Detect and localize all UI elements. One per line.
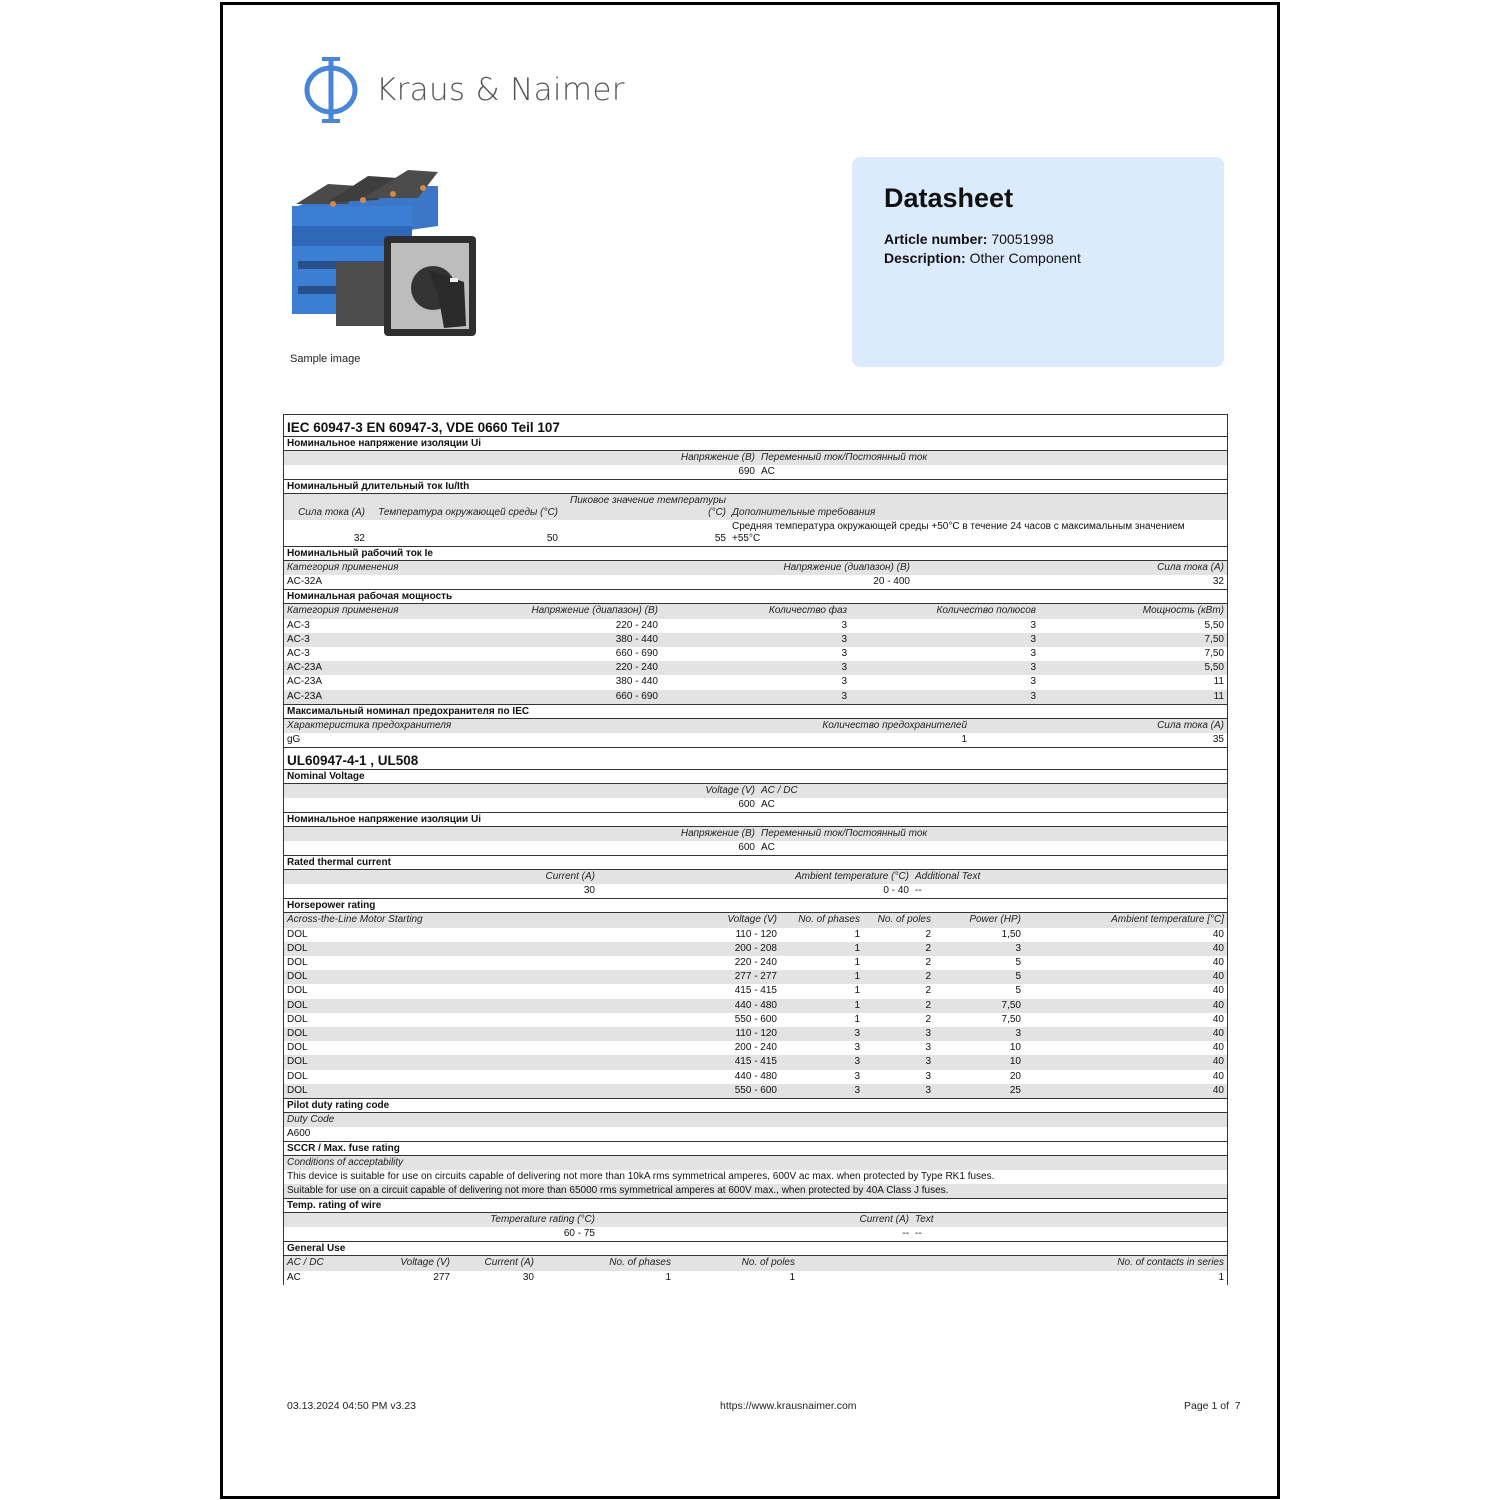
table-row [284,956,1227,970]
table-row [284,465,1227,480]
cell: 2 [925,1013,931,1025]
table-row [284,520,1227,547]
footer-url-link[interactable]: https://www.krausnaimer.com [720,1400,857,1412]
cell: AC-23A [287,676,323,688]
table-row [284,1013,1227,1027]
table-row [284,1271,1227,1285]
cell: 3 [1030,647,1036,659]
cell: 35 [1212,733,1224,745]
cell: DOL [287,1084,308,1096]
column-header: AC / DC [287,1257,324,1269]
column-header: Current (A) [484,1257,534,1269]
table-row [284,984,1227,998]
cell: 660 - 690 [615,647,658,659]
table-title: Nominal Voltage [284,770,1227,784]
cell: 200 - 208 [734,942,777,954]
cell: DOL [287,942,308,954]
column-header: Ambient temperature [°C] [1111,914,1224,926]
cell: 1 [854,971,860,983]
cell: 1 [1218,1271,1224,1283]
cell: 3 [841,662,847,674]
column-header: Количество предохранителей [822,719,967,731]
cell: 11 [1213,690,1224,702]
cell: 3 [854,1027,860,1039]
table-header-row [284,1213,1227,1227]
cell: 7,50 [1001,999,1021,1011]
cell: +55°C [732,533,761,545]
brand-name: Kraus & Naimer [376,72,625,108]
cell: A600 [287,1127,311,1139]
cell: DOL [287,985,308,997]
cell: 3 [1015,1027,1021,1039]
cell: 110 - 120 [735,1027,777,1039]
table-title: Horsepower rating [284,899,1227,913]
cell: 3 [1030,619,1036,631]
cell: 40 [1212,957,1224,968]
cell: 440 - 480 [734,999,777,1011]
cell: 55 [714,533,726,545]
column-header: Temperature rating (°C) [490,1214,595,1226]
cell: gG [287,733,301,745]
column-header: Сила тока (А) [298,507,365,519]
column-header: No. of phases [798,914,860,926]
cell: 380 - 440 [615,633,658,645]
table-row [284,1041,1227,1055]
table-row [284,647,1227,661]
footer-page-number: Page 1 of 7 [1184,1400,1241,1412]
cell: 32 [353,533,365,545]
cell: 220 - 240 [615,662,658,674]
cell: DOL [287,1056,308,1068]
table-title: Максимальный номинал предохранителя по IEC [284,705,1227,719]
cell: DOL [287,957,308,968]
cell: 50 [546,533,558,545]
cell: Средняя температура окружающей среды +50°C в течение 24 часов с максимальным значением [732,521,1185,533]
cell: 2 [925,985,931,997]
cell: 3 [854,1042,860,1054]
table-row [284,1170,1227,1184]
cell: 7,50 [1204,647,1224,659]
cell: 1 [789,1271,795,1283]
column-header: Напряжение (диапазон) (В) [531,605,658,617]
table-row [284,619,1227,633]
cell: 380 - 440 [615,676,658,688]
product-image [288,166,478,342]
column-header: Количество фаз [768,605,847,617]
cell: 40 [1212,928,1224,940]
description-value: Other Component [969,250,1081,266]
cell: 2 [925,928,931,940]
cell: 7,50 [1001,1013,1021,1025]
cell: 5,50 [1204,619,1224,631]
table-header-row [284,913,1227,927]
cell: 3 [925,1027,931,1039]
table-title: Номинальный длительный ток Iu/Ith [284,480,1227,494]
table-title: Номинальный рабочий ток Ie [284,547,1227,561]
cell: 0 - 40 [883,885,909,897]
column-header: Мощность (кВт) [1142,605,1224,617]
description-label: Description: [884,250,966,266]
column-header: Категория применения [287,562,399,574]
cell: 3 [854,1056,860,1068]
cell: -- [915,1228,922,1240]
column-header: Across-the-Line Motor Starting [287,914,423,926]
column-header: No. of contacts in series [1117,1257,1224,1269]
table-row [284,661,1227,675]
column-header: No. of poles [877,914,931,926]
cell: AC [287,1271,301,1283]
cell: 1 [854,985,860,997]
table-title: Temp. rating of wire [284,1199,1227,1213]
table-row [284,1127,1227,1142]
cell: 10 [1009,1042,1021,1054]
cell: 220 - 240 [734,957,777,968]
datasheet-title: Datasheet [884,183,1014,213]
cell: 550 - 600 [734,1084,777,1096]
table-row [284,798,1227,813]
cell: DOL [287,971,308,983]
article-number [884,230,1192,249]
column-header: Voltage (V) [705,784,755,796]
cell: 1 [961,733,967,745]
cell: 600 [738,842,755,854]
cell: AC [761,466,775,478]
cell: 2 [925,957,931,968]
cell: 3 [854,1084,860,1096]
column-header: (°C) [708,507,726,519]
cell: 660 - 690 [615,690,658,702]
cell: 5 [1015,985,1021,997]
column-header: No. of phases [609,1257,671,1269]
cell: 3 [1030,690,1036,702]
description [884,249,1192,268]
table-row [284,1055,1227,1069]
cell: AC-3 [287,619,310,631]
cell: 40 [1212,971,1224,983]
column-header: Current (A) [859,1214,909,1226]
cell: AC-32A [287,576,323,588]
cell: 40 [1212,1042,1224,1054]
cell: 600 [738,799,755,811]
cell: 60 - 75 [563,1228,595,1240]
cell: 3 [925,1070,931,1082]
phi-logo-icon [302,56,360,124]
cell: AC-23A [287,690,323,702]
cell: AC [761,799,775,811]
cell: 550 - 600 [734,1013,777,1025]
cell: 3 [841,633,847,645]
cell: 3 [841,647,847,659]
column-header: Напряжение (В) [680,452,755,463]
cell: 5 [1015,971,1021,983]
cell: 1,50 [1001,928,1021,940]
column-header: Duty Code [287,1113,335,1125]
cell: Suitable for use on a circuit capable of delivering not more than 65000 rms symmetrical amperes at 600V max., when protected by 40A Class J fuses. [287,1185,949,1197]
cell: DOL [287,1070,308,1082]
table-row [284,675,1227,689]
cell-additional-requirements [726,521,1185,545]
column-header: Voltage (V) [727,914,777,926]
table-row [284,575,1227,590]
cell: 40 [1212,985,1224,997]
cell: DOL [287,1013,308,1025]
column-header: Voltage (V) [400,1257,450,1269]
table-header-row [284,827,1227,841]
cell: 7,50 [1204,633,1224,645]
table-header-row [284,870,1227,884]
table-title: General Use [284,1242,1227,1256]
cell: 3 [841,619,847,631]
cell: 3 [925,1084,931,1096]
column-header: Current (A) [545,871,595,883]
datasheet-info-card [852,157,1224,367]
cell: 415 - 415 [734,985,777,997]
table-row [284,841,1227,856]
cell: AC-3 [287,633,310,645]
table-header-row [284,719,1227,733]
column-header: Сила тока (А) [1157,562,1224,574]
cell: 3 [1030,662,1036,674]
cell: DOL [287,1027,308,1039]
cell: 2 [925,942,931,954]
column-header: Text [915,1214,934,1226]
cell: 30 [583,885,595,897]
cell: 415 - 415 [734,1056,777,1068]
cell: 3 [925,1056,931,1068]
table-row [284,690,1227,705]
column-header: Пиковое значение температуры [569,495,726,507]
table-row [284,1070,1227,1084]
table-row [284,1227,1227,1242]
column-header: AC / DC [761,784,798,796]
table-row [284,733,1227,747]
table-header-row [284,784,1227,798]
cell: 690 [738,466,755,478]
table-header-row [284,604,1227,618]
cell: 3 [841,676,847,688]
cell: 1 [854,942,860,954]
cell: This device is suitable for use on circuits capable of delivering not more than 10kA rms symmetrical amperes, 600V ac max. when protected by Type RK1 fuses. [287,1171,995,1183]
table-row [284,884,1227,899]
horsepower-rows [284,928,1227,1099]
cell: 1 [854,1013,860,1025]
column-header: Дополнительные требования [732,507,876,519]
table-header-row [284,1256,1227,1270]
cell: 1 [665,1271,671,1283]
cell: 32 [1212,576,1224,588]
cell: DOL [287,999,308,1011]
brand-logo [302,56,625,124]
column-header: Напряжение (диапазон) (В) [783,562,910,574]
cell: 10 [1009,1056,1021,1068]
cell: 2 [925,971,931,983]
column-header: Power (HP) [969,914,1021,926]
cell: 440 - 480 [734,1070,777,1082]
table-title: Pilot duty rating code [284,1099,1227,1113]
table-title: Номинальная рабочая мощность [284,590,1227,604]
cell: 277 [433,1271,450,1283]
cell: AC-3 [287,647,310,659]
column-header: Сила тока (А) [1157,719,1224,731]
table-row [284,970,1227,984]
spec-tables [283,414,1228,1285]
column-header: Additional Text [915,871,981,883]
column-header: Категория применения [287,605,399,617]
cell: DOL [287,1042,308,1054]
table-title: Номинальное напряжение изоляции Ui [284,813,1227,827]
table-row [284,928,1227,942]
cell: 40 [1212,1070,1224,1082]
table-row [284,1027,1227,1041]
table-title: Номинальное напряжение изоляции Ui [284,437,1227,451]
section-title-ul: UL60947-4-1 , UL508 [284,747,1227,770]
cell: 220 - 240 [615,619,658,631]
table-row [284,999,1227,1013]
cell: 200 - 240 [734,1042,777,1054]
cell: 277 - 277 [734,971,777,983]
table-header-row [284,1113,1227,1127]
cell: AC-23A [287,662,323,674]
cell: 3 [925,1042,931,1054]
cell: 40 [1212,1027,1224,1039]
cell: -- [902,1228,909,1240]
section-title-iec: IEC 60947-3 EN 60947-3, VDE 0660 Teil 107 [284,414,1227,437]
column-header: Переменный ток/Постоянный ток [761,828,928,840]
column-header: Ambient temperature (°C) [794,871,909,883]
cell: 11 [1213,676,1224,688]
table-title: Rated thermal current [284,856,1227,870]
cell: 1 [854,999,860,1011]
cell: 110 - 120 [735,928,777,940]
cell: DOL [287,928,308,940]
article-number-value: 70051998 [991,231,1054,247]
table-title: SCCR / Max. fuse rating [284,1142,1227,1156]
cell: 25 [1009,1084,1021,1096]
cell: 20 - 400 [873,576,910,588]
column-header: Количество полюсов [936,605,1036,617]
cell: 3 [1015,942,1021,954]
cell: 30 [522,1271,534,1283]
cell: 5 [1015,957,1021,968]
column-header: Температура окружающей среды (°C) [378,507,558,519]
cell: 40 [1212,999,1224,1011]
cell: 40 [1212,942,1224,954]
cell: AC [761,842,775,854]
cell: 5,50 [1204,662,1224,674]
article-number-label: Article number: [884,231,988,247]
table-row [284,942,1227,956]
cell: 2 [925,999,931,1011]
table-row [284,1084,1227,1099]
product-image-caption: Sample image [290,353,361,365]
cell: 3 [1030,676,1036,688]
cell: 40 [1212,1013,1224,1025]
cell: 1 [854,928,860,940]
column-header: Характеристика предохранителя [287,719,452,731]
column-header: No. of poles [741,1257,795,1269]
cell: 1 [854,957,860,968]
cell: 3 [1030,633,1036,645]
cell: 3 [854,1070,860,1082]
cell: 20 [1009,1070,1021,1082]
column-header: Напряжение (В) [680,828,755,840]
table-header-row [284,451,1227,465]
table-row [284,633,1227,647]
table-row [284,1184,1227,1199]
column-header-peak-temp [558,495,726,519]
footer-timestamp: 03.13.2024 04:50 PM v3.23 [287,1400,417,1412]
table-header-row [284,1156,1227,1170]
cell: 3 [841,690,847,702]
cell: -- [915,885,922,897]
cell: 40 [1212,1084,1224,1096]
column-header: Conditions of acceptability [287,1156,404,1168]
table-header-row [284,494,1227,520]
table-header-row [284,561,1227,575]
cell: 40 [1212,1056,1224,1068]
column-header: Переменный ток/Постоянный ток [761,452,928,463]
